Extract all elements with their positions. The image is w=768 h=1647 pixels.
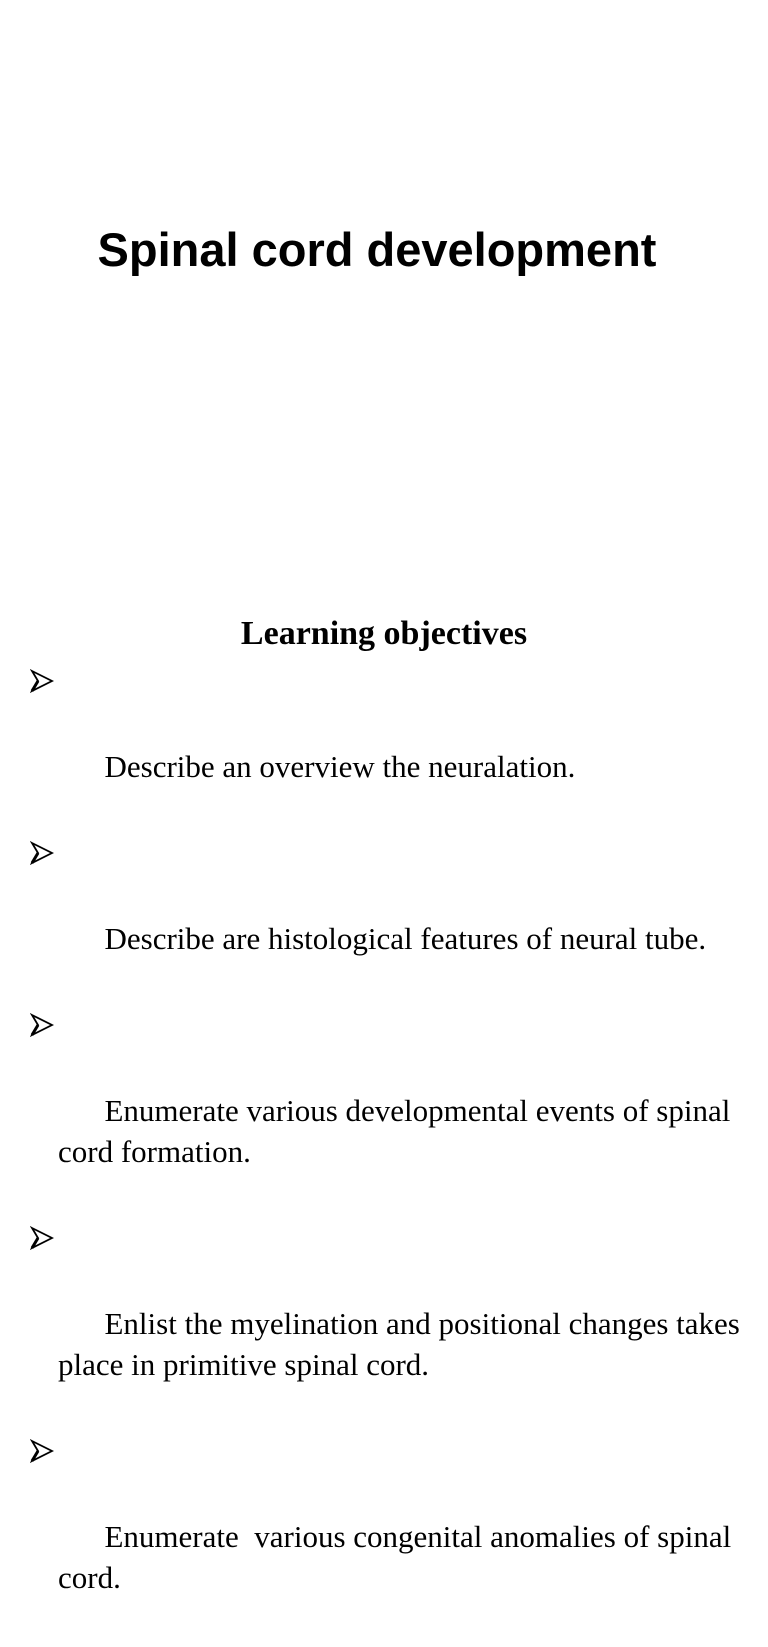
- objective-item: [30, 1434, 765, 1639]
- arrow-bullet-icon: [30, 1439, 54, 1463]
- objective-text: Enlist the myelination and positional changes takes place in primitive spinal cord.: [58, 1306, 748, 1382]
- objective-item: [30, 836, 765, 1000]
- arrow-bullet-icon: [30, 669, 54, 693]
- objective-item: [30, 1008, 765, 1213]
- objective-text: Enumerate various congenital anomalies of spinal cord.: [58, 1519, 739, 1595]
- arrow-bullet-icon: [30, 1226, 54, 1250]
- objective-text: Describe an overview the neuralation.: [104, 749, 576, 784]
- slide-title: Spinal cord development: [97, 223, 657, 276]
- arrow-bullet-icon: [30, 841, 54, 865]
- objective-item: [30, 664, 765, 828]
- objective-item: [30, 1221, 765, 1426]
- objectives-heading: Learning objectives: [240, 615, 528, 652]
- objectives-list: [30, 664, 765, 1647]
- objective-text: Enumerate various developmental events of spinal cord formation.: [58, 1093, 739, 1169]
- objective-text: Describe are histological features of neural tube.: [104, 921, 707, 956]
- arrow-bullet-icon: [30, 1013, 54, 1037]
